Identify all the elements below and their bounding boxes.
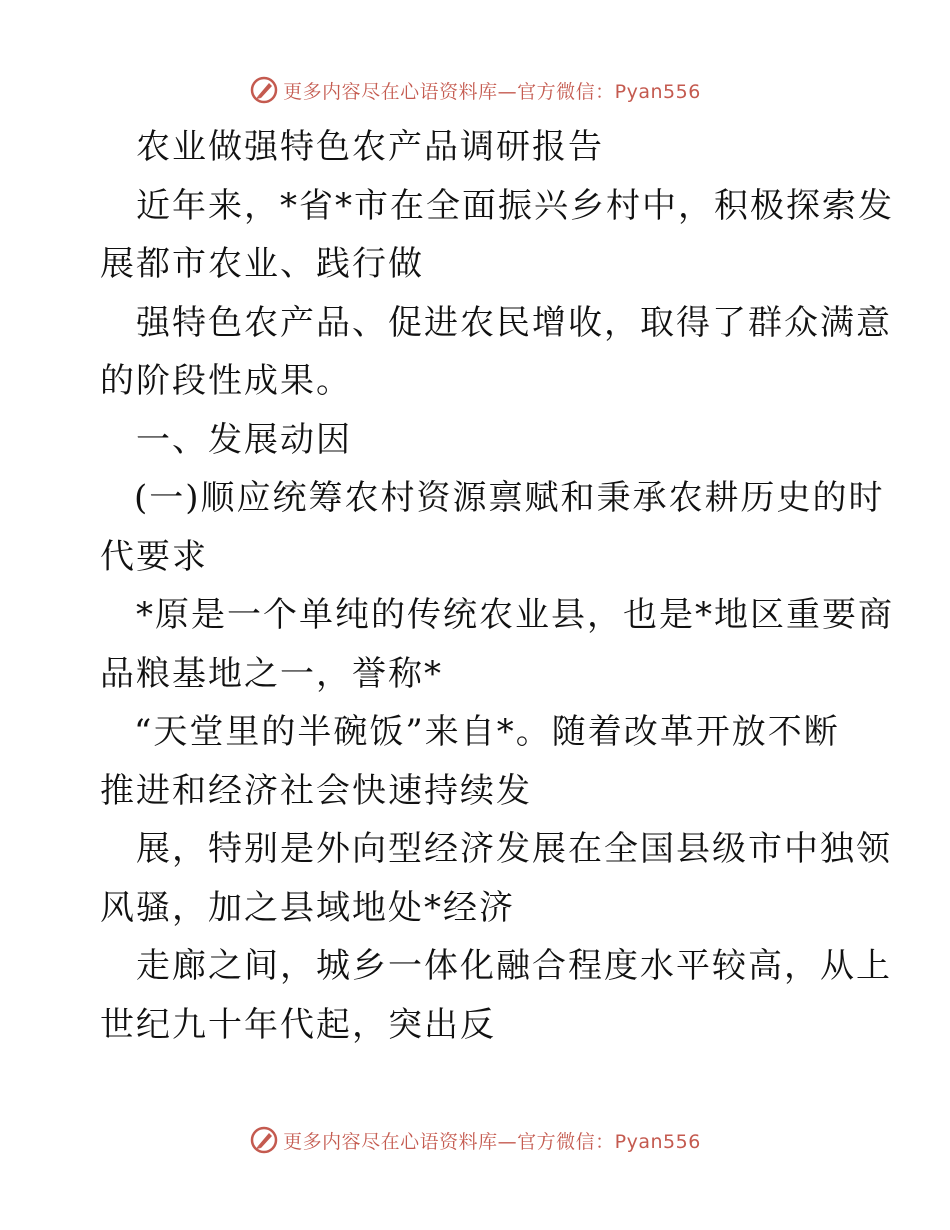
paragraph-line: 强特色农产品、促进农民增收，取得了群众满意 — [136, 302, 892, 343]
watermark-banner-bottom — [0, 1120, 950, 1160]
paragraph-line: 世纪九十年代起，突出反 — [100, 1004, 496, 1045]
section-heading: 一、发展动因 — [136, 419, 352, 460]
watermark-site-text: 更多内容尽在心语资料库 — [283, 1130, 498, 1153]
paragraph-line: “天堂里的半碗饭”来自*。随着改革开放不断 — [134, 712, 840, 752]
paragraph-line: 展都市农业、践行做 — [100, 244, 424, 284]
watermark-banner-inner — [249, 1125, 701, 1155]
watermark-wechat-text: 官方微信：Pyan556 — [517, 1130, 701, 1153]
watermark-site-text: 更多内容尽在心语资料库 — [283, 80, 498, 103]
subsection-heading-cont: 代要求 — [100, 536, 208, 577]
watermark-text — [283, 77, 701, 104]
paragraph-line: *原是一个单纯的传统农业县，也是*地区重要商 — [136, 595, 894, 635]
paragraph-line: 风骚，加之县域地处*经济 — [100, 887, 515, 928]
paragraph-line: 品粮基地之一，誉称* — [100, 653, 443, 694]
paragraph-line: 的阶段性成果。 — [100, 361, 352, 401]
paragraph-line: 走廊之间，城乡一体化融合程度水平较高，从上 — [136, 946, 892, 986]
pen-logo-icon — [249, 75, 279, 105]
subsection-heading: (一)顺应统筹农村资源禀赋和秉承农耕历史的时 — [134, 478, 885, 518]
watermark-separator: — — [497, 1130, 518, 1153]
watermark-text — [283, 1127, 701, 1154]
paragraph-line: 展，特别是外向型经济发展在全国县级市中独领 — [136, 829, 892, 869]
watermark-wechat-text: 官方微信：Pyan556 — [517, 80, 701, 103]
document-title: 农业做强特色农产品调研报告 — [136, 127, 604, 167]
paragraph-line: 近年来，*省*市在全面振兴乡村中，积极探索发 — [136, 185, 894, 226]
watermark-separator: — — [497, 80, 518, 103]
watermark-banner-inner — [249, 75, 701, 105]
pen-logo-icon — [249, 1125, 279, 1155]
watermark-banner-top — [0, 70, 950, 110]
document-body — [100, 118, 894, 1054]
paragraph-line: 推进和经济社会快速持续发 — [100, 770, 532, 811]
